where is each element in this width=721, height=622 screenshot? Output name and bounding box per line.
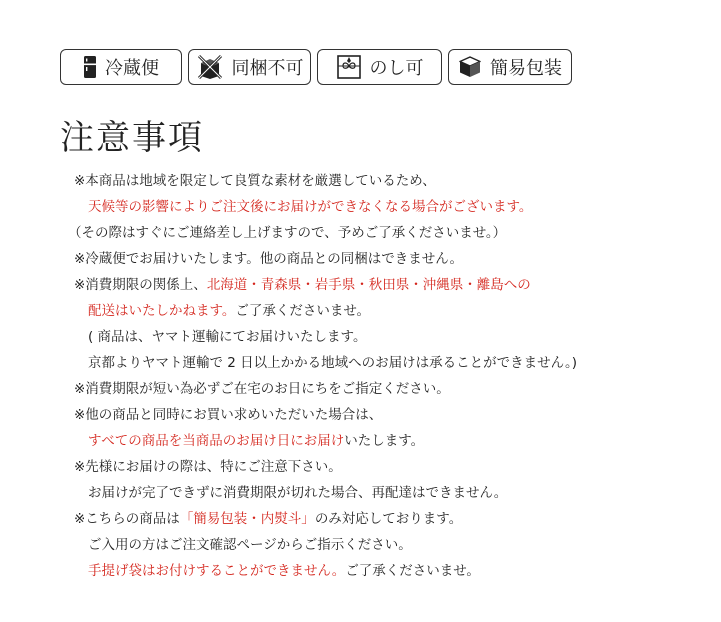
note-text-red: 「簡易包装・内熨斗」 bbox=[179, 511, 315, 527]
note-text: ※先様にお届けの際は、特にご注意下さい。 bbox=[74, 459, 342, 475]
note-text-red: 北海道・青森県・岩手県・秋田県・沖縄県・離島への bbox=[206, 277, 531, 293]
note-text: ご了承くださいませ。 bbox=[345, 563, 480, 579]
notice-line bbox=[74, 562, 714, 588]
notice-line bbox=[74, 380, 714, 406]
note-text-red: 手提げ袋はお付けすることができません。 bbox=[88, 563, 346, 579]
note-text: ※他の商品と同時にお買い求めいただいた場合は、 bbox=[74, 407, 383, 423]
note-text: ※冷蔵便でお届けいたします。他の商品との同梱はできません。 bbox=[74, 251, 464, 267]
note-text: ( 商品は、ヤマト運輸にてお届けいたします。 bbox=[88, 329, 367, 345]
badge-label: 冷蔵便 bbox=[105, 58, 159, 79]
feature-badges bbox=[60, 49, 572, 85]
note-text-red: 天候等の影響によりご注文後にお届けができなくなる場合がございます。 bbox=[88, 199, 533, 215]
badge-simple-wrap bbox=[448, 49, 572, 85]
notice-line bbox=[74, 484, 714, 510]
badge-refrigerated bbox=[60, 49, 182, 85]
notice-line bbox=[74, 276, 714, 302]
note-text: いたします。 bbox=[344, 433, 425, 449]
fridge-icon bbox=[83, 55, 97, 79]
note-text-red: 配送はいたしかねます。 bbox=[88, 303, 236, 319]
notice-line bbox=[74, 250, 714, 276]
notice-line bbox=[74, 432, 714, 458]
badge-no-bundle bbox=[188, 49, 311, 85]
note-text: のみ対応しております。 bbox=[314, 511, 463, 527]
page-title: 注意事項 bbox=[60, 118, 204, 158]
notice-line bbox=[74, 172, 714, 198]
note-text: ※こちらの商品は bbox=[74, 511, 180, 527]
notice-line bbox=[74, 354, 714, 380]
badge-noshi bbox=[317, 49, 442, 85]
note-text: ご入用の方はご注文確認ページからご指示ください。 bbox=[88, 537, 412, 553]
note-text: ※本商品は地域を限定して良質な素材を厳選しているため、 bbox=[74, 173, 436, 189]
notice-line bbox=[74, 406, 714, 432]
notice-line bbox=[74, 458, 714, 484]
note-text: ※消費期限が短い為必ずご在宅のお日にちをご指定ください。 bbox=[74, 381, 450, 397]
notice-line bbox=[74, 198, 714, 224]
no-bundle-icon bbox=[196, 54, 224, 80]
notice-line bbox=[68, 224, 714, 250]
badge-label: 簡易包装 bbox=[490, 58, 562, 79]
note-text: （その際はすぐにご連絡差し上げますので、予めご了承くださいませ。） bbox=[68, 225, 507, 241]
note-text: ご了承くださいませ。 bbox=[235, 303, 371, 319]
badge-label: 同梱不可 bbox=[231, 58, 304, 79]
note-text: 京都よりヤマト運輸で 2 日以上かかる地域へのお届けは承ることができません。) bbox=[88, 355, 577, 371]
box-icon bbox=[458, 55, 482, 79]
noshi-icon bbox=[336, 54, 362, 80]
note-text: お届けが完了できずに消費期限が切れた場合、再配達はできません。 bbox=[88, 485, 508, 501]
notice-line bbox=[74, 510, 714, 536]
notice-line bbox=[74, 536, 714, 562]
badge-label: のし可 bbox=[369, 58, 424, 79]
notice-line bbox=[74, 302, 714, 328]
note-text: ※消費期限の関係上、 bbox=[74, 277, 207, 293]
notice-line bbox=[74, 328, 714, 354]
notice-list bbox=[68, 172, 714, 588]
note-text-red: すべての商品を当商品のお届け日にお届け bbox=[88, 433, 345, 449]
